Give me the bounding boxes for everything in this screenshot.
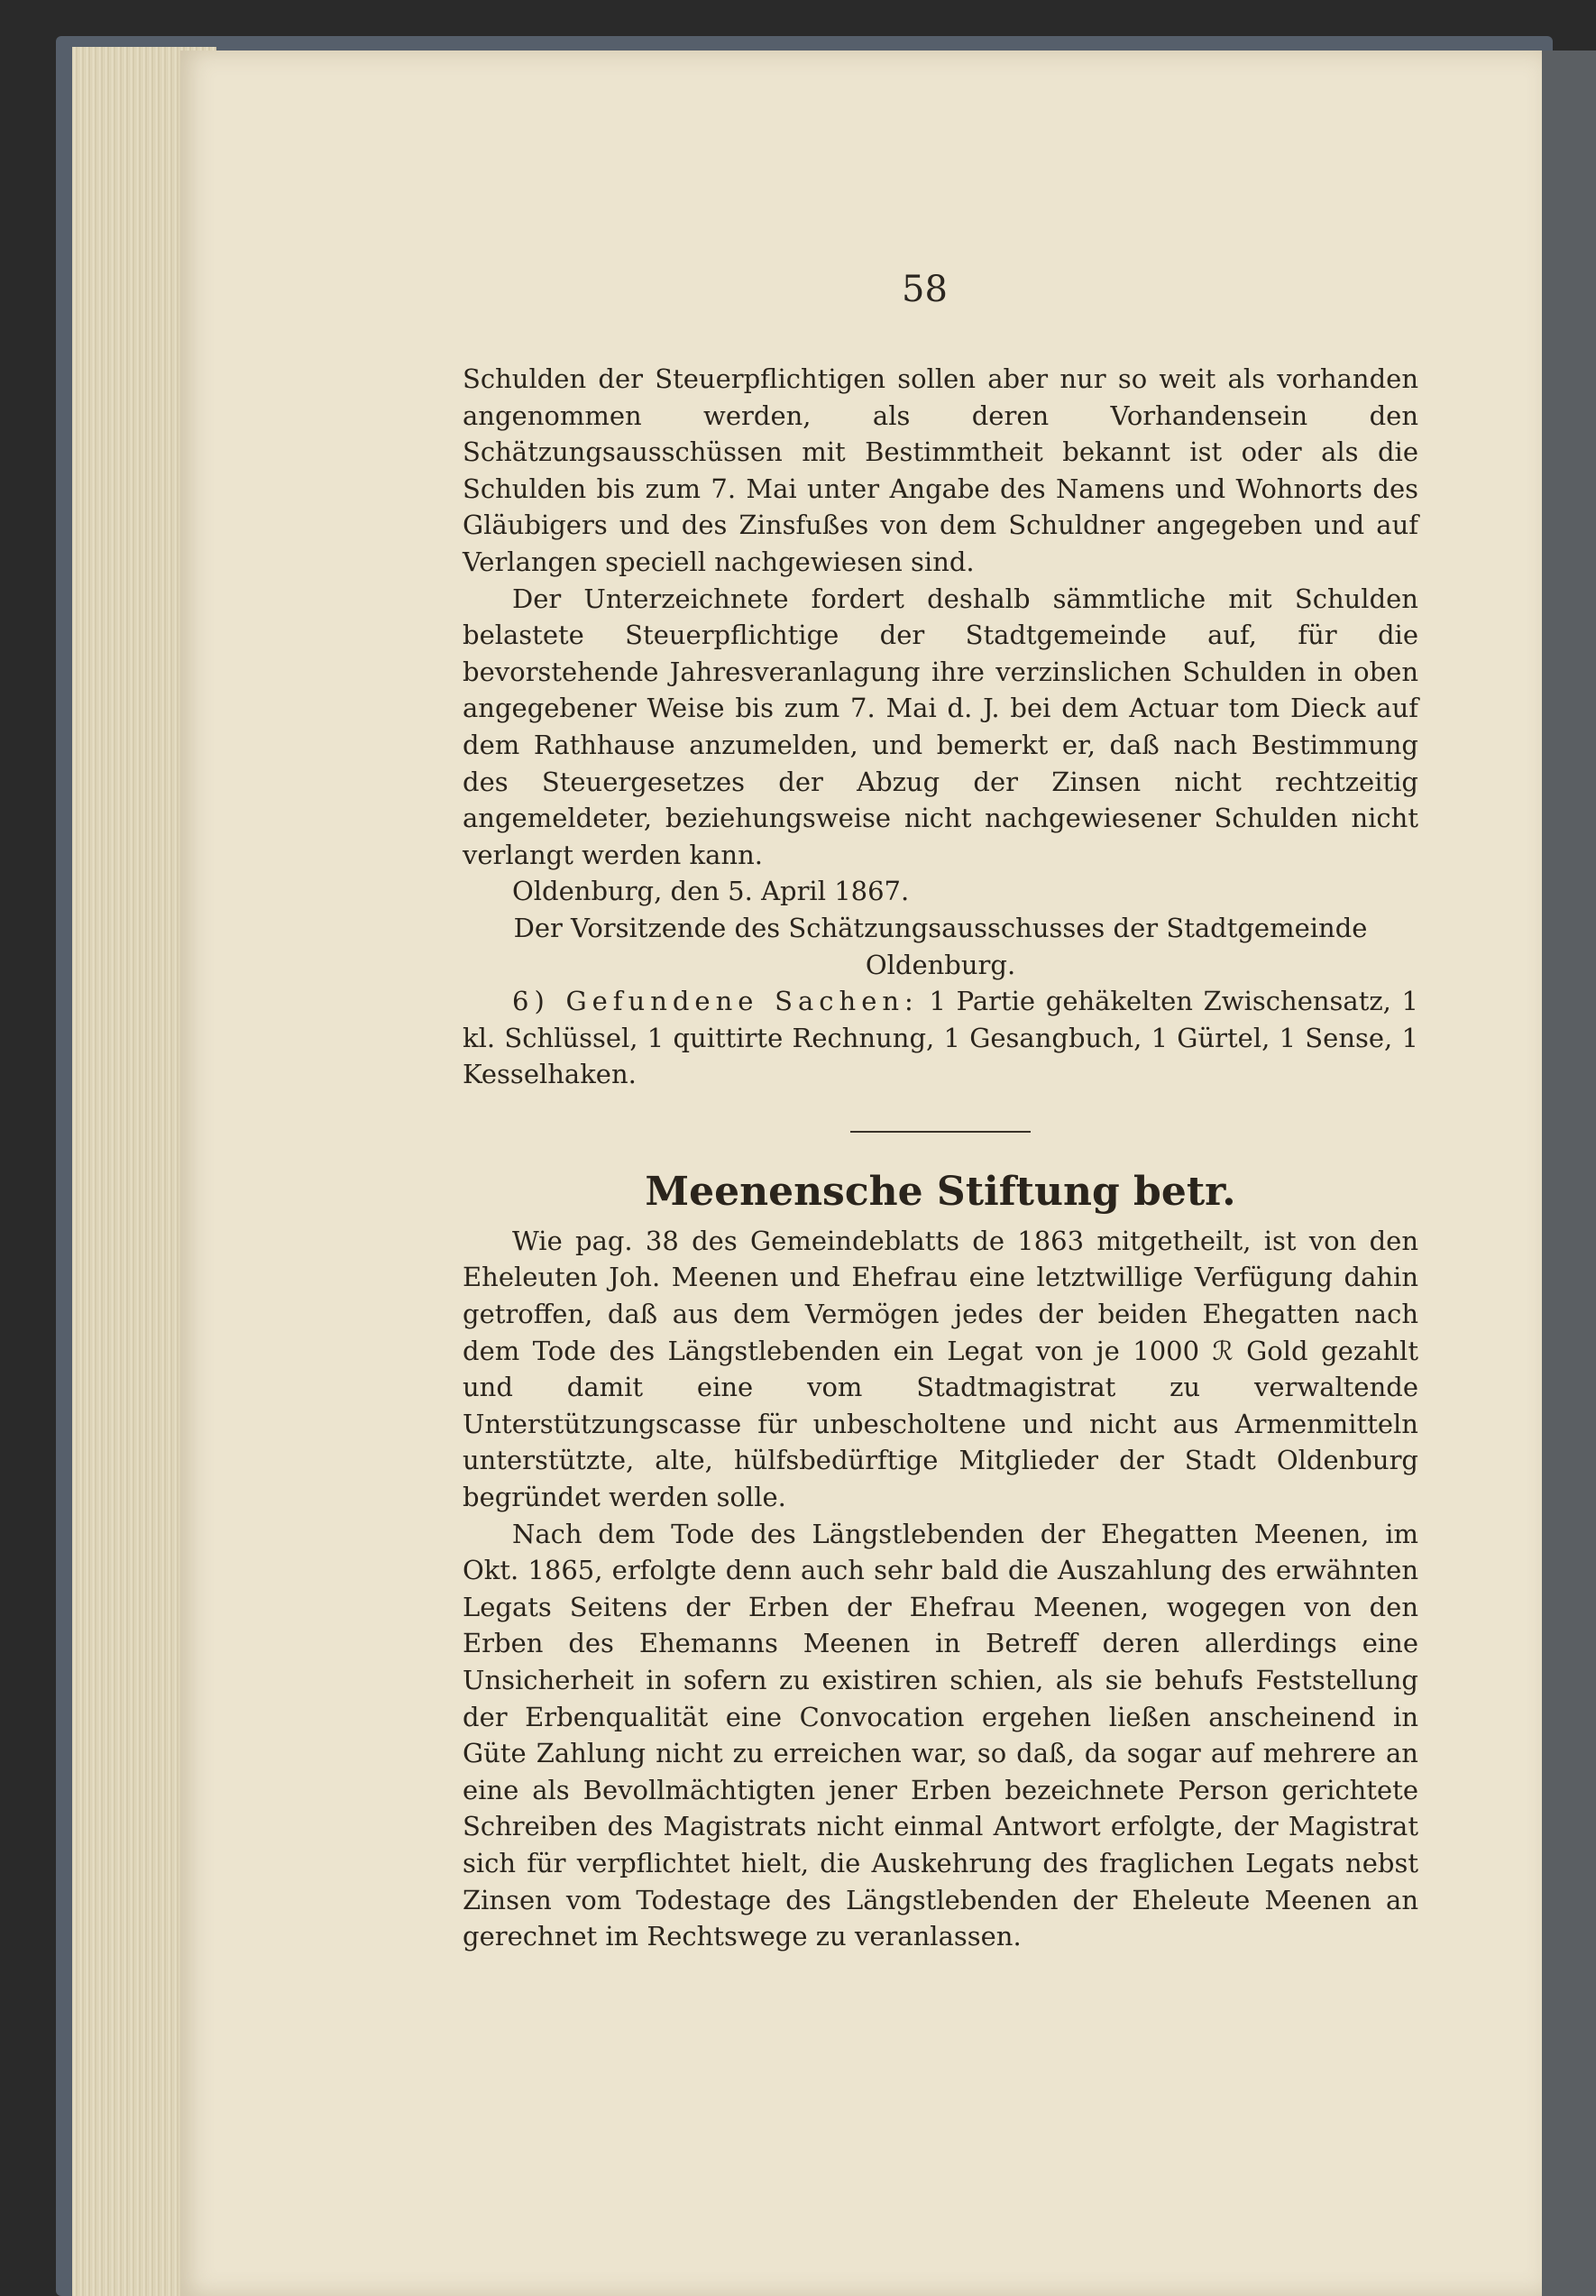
paragraph-legacy: Nach dem Tode des Längstlebenden der Ehegatten Meenen, im Okt. 1865, erfolgte denn auch sehr bald die Auszahlung des erwähnten Legats Seitens der Erben der Ehefrau Meenen, wogegen von den Erben des Ehemanns Meenen in Betreff deren allerdings eine Unsicherheit in sofern zu existiren schien, als sie behufs Feststellung der Erbenqualität eine Convocation ergehen ließen anscheinend in Güte Zahlung nicht zu erreichen war, so daß, da sogar auf mehrere an eine als Bevollmächtigten jener Erben bezeichnete Person gerichtete Schreiben des Magistrats nicht einmal Antwort erfolgte, der Magistrat sich für verpflichtet hielt, die Auskehrung des fraglichen Legats nebst Zinsen vom Todestage des Längstlebenden der Eheleute Meenen an gerechnet im Rechtswege zu veranlassen. [463,1518,1418,1952]
found-items-label: 6) Gefundene Sachen: [512,986,919,1017]
text-block [463,361,1418,1955]
paragraph-notice: Der Unterzeichnete fordert deshalb sämmtliche mit Schulden belastete Steuerpflichtige der Stadtgemeinde auf, für die bevorstehende Jahresveranlagung ihre verzinslichen Schulden in oben angegebener Weise bis zum 7. Mai d. J. bei dem Actuar tom Dieck auf dem Rathhause anzumelden, und bemerkt er, daß nach Bestimmung des Steuergesetzes der Abzug der Zinsen nicht rechtzeitig angemeldeter, beziehungsweise nicht nachgewiesener Schulden nicht verlangt werden kann. [463,583,1418,870]
right-margin-band [1542,51,1596,2296]
section-heading: Meenensche Stiftung betr. [645,1168,1236,1215]
found-items-list: 1 Partie gehäkelten Zwischensatz, 1 kl. Schlüssel, 1 quittirte Rechnung, 1 Gesangbuch, 1 Gürtel, 1 Sense, 1 Kesselhaken. [463,986,1419,1090]
found-items-paragraph [463,983,1418,1093]
signature-title: Der Vorsitzende des Schätzungsausschusses der Stadtgemeinde [513,912,1368,943]
signature-place: Oldenburg. [865,949,1016,980]
page-number: 58 [902,269,948,310]
date-line: Oldenburg, den 5. April 1867. [512,876,910,907]
paragraph-debts-continued: Schulden der Steuerpflichtigen sollen aber nur so weit als vorhanden angenommen werden, als deren Vorhandensein den Schätzungsausschüssen mit Bestimmtheit bekannt ist oder als die Schulden bis zum 7. Mai unter Angabe des Namens und Wohnorts des Gläubigers und des Zinsfußes von dem Schuldner angegeben und auf Verlangen speciell nachgewiesen sind. [463,363,1418,577]
signature-line [463,910,1418,983]
section-divider [850,1131,1031,1133]
paragraph-foundation: Wie pag. 38 des Gemeindeblatts de 1863 mitgetheilt, ist von den Eheleuten Joh. Meenen und Ehefrau eine letztwillige Verfügung dahin getroffen, daß aus dem Vermögen jedes der beiden Ehegatten nach dem Tode des Längstlebenden ein Legat von je 1000 ℛ Gold gezahlt und damit eine vom Stadtmagistrat zu verwaltende Unterstützungscasse für unbescholtene und nicht aus Armenmitteln unterstützte, alte, hülfsbedürftige Mitglieder der Stadt Oldenburg begründet werden solle. [463,1225,1418,1513]
